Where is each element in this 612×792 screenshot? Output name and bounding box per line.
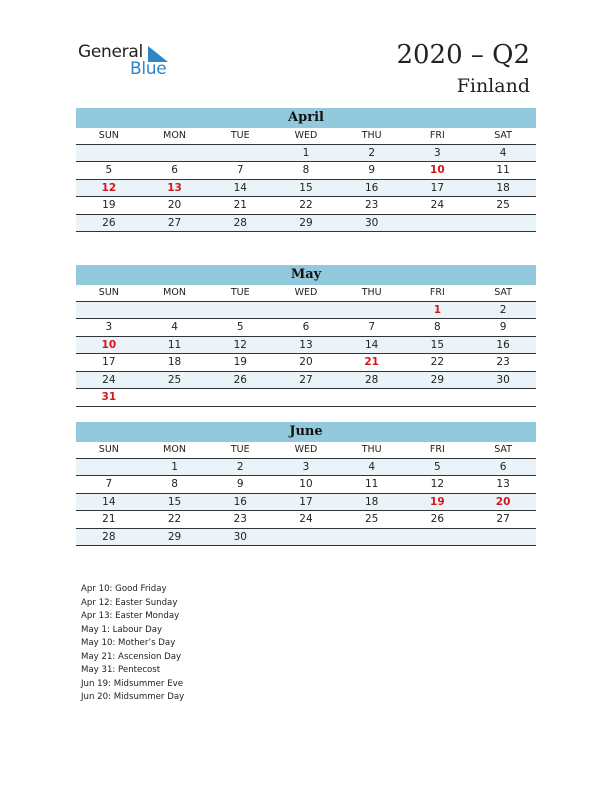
day-cell: 6 [470,458,536,476]
day-cell [76,144,142,162]
holiday-entry: Jun 19: Midsummer Eve [81,678,184,689]
day-cell: 17 [273,493,339,511]
weekday-header: FRI [405,285,471,301]
holiday-entry: Apr 12: Easter Sunday [81,597,178,608]
month-june [76,422,536,546]
brand-name-general: General [78,42,143,62]
day-cell: 18 [142,354,208,372]
day-cell: 24 [76,371,142,389]
day-cell: 31 [76,389,142,407]
day-cell: 22 [142,511,208,529]
day-cell: 28 [339,371,405,389]
day-cell: 10 [273,476,339,494]
holiday-entry: May 10: Mother’s Day [81,638,176,648]
day-cell [339,389,405,407]
day-cell: 28 [76,528,142,546]
day-cell: 11 [339,476,405,494]
day-cell [339,528,405,546]
day-cell [273,528,339,546]
day-cell: 10 [76,336,142,354]
day-cell: 6 [142,162,208,180]
week-row [76,493,536,511]
day-cell: 29 [405,371,471,389]
day-cell: 3 [76,319,142,337]
day-cell [470,528,536,546]
day-cell: 22 [405,354,471,372]
day-cell [142,144,208,162]
week-row [76,528,536,546]
day-cell: 13 [273,336,339,354]
day-cell: 15 [273,179,339,197]
day-cell: 7 [339,319,405,337]
month-name: June [76,422,536,442]
day-cell [142,389,208,407]
day-cell: 9 [470,319,536,337]
day-cell: 8 [142,476,208,494]
day-cell [470,389,536,407]
day-cell: 3 [405,144,471,162]
day-cell: 24 [273,511,339,529]
month-name: April [76,108,536,128]
holiday-entry: Apr 10: Good Friday [81,584,167,594]
week-row [76,354,536,372]
weekday-header: TUE [207,128,273,144]
day-cell [339,301,405,319]
day-cell: 29 [142,528,208,546]
day-cell: 1 [142,458,208,476]
weekday-header: SUN [76,442,142,458]
weekday-header: THU [339,128,405,144]
day-cell: 27 [142,214,208,232]
day-cell: 1 [273,144,339,162]
day-cell: 13 [142,179,208,197]
day-cell: 28 [207,214,273,232]
day-cell: 24 [405,197,471,215]
day-cell: 5 [207,319,273,337]
weekday-header: THU [339,285,405,301]
day-cell: 7 [207,162,273,180]
month-grid [76,442,536,546]
week-row [76,179,536,197]
holiday-entry: May 1: Labour Day [81,624,163,635]
week-row [76,389,536,407]
day-cell: 27 [273,371,339,389]
weekday-header: SAT [470,285,536,301]
day-cell [207,301,273,319]
day-cell [405,389,471,407]
week-row [76,458,536,476]
day-cell: 20 [142,197,208,215]
brand-logo [78,42,188,82]
day-cell: 9 [207,476,273,494]
day-cell: 17 [76,354,142,372]
month-april [76,108,536,232]
day-cell [207,389,273,407]
holiday-entry: Jun 20: Midsummer Day [81,692,185,702]
week-row [76,371,536,389]
week-row [76,197,536,215]
day-cell: 30 [470,371,536,389]
day-cell: 12 [207,336,273,354]
weekday-header: WED [273,442,339,458]
day-cell: 21 [207,197,273,215]
day-cell: 19 [76,197,142,215]
holiday-list [81,583,184,705]
day-cell: 8 [273,162,339,180]
weekday-header: WED [273,128,339,144]
day-cell: 12 [76,179,142,197]
weekday-header: MON [142,442,208,458]
day-cell: 4 [142,319,208,337]
day-cell [470,214,536,232]
month-grid [76,128,536,232]
day-cell: 4 [339,458,405,476]
day-cell: 25 [142,371,208,389]
day-cell: 23 [339,197,405,215]
weekday-header: WED [273,285,339,301]
day-cell [76,458,142,476]
weekday-header: MON [142,285,208,301]
weekday-header: FRI [405,128,471,144]
day-cell: 20 [470,493,536,511]
day-cell: 13 [470,476,536,494]
week-row [76,162,536,180]
month-grid [76,285,536,407]
holiday-entry: May 21: Ascension Day [81,651,182,662]
week-row [76,319,536,337]
country-subtitle: Finland [456,75,530,97]
day-cell: 18 [339,493,405,511]
day-cell: 15 [405,336,471,354]
day-cell [76,301,142,319]
weekday-header: THU [339,442,405,458]
page-title: 2020 – Q2 [396,40,530,70]
weekday-header: SAT [470,128,536,144]
weekday-header: SUN [76,285,142,301]
day-cell: 23 [207,511,273,529]
day-cell: 27 [470,511,536,529]
day-cell: 30 [339,214,405,232]
day-cell: 15 [142,493,208,511]
day-cell: 25 [339,511,405,529]
day-cell: 1 [405,301,471,319]
day-cell: 26 [207,371,273,389]
week-row [76,214,536,232]
weekday-header: TUE [207,285,273,301]
day-cell [273,389,339,407]
week-row [76,336,536,354]
day-cell: 2 [207,458,273,476]
day-cell: 2 [339,144,405,162]
day-cell: 20 [273,354,339,372]
day-cell: 12 [405,476,471,494]
day-cell: 14 [207,179,273,197]
day-cell: 19 [207,354,273,372]
day-cell: 8 [405,319,471,337]
day-cell: 14 [76,493,142,511]
day-cell: 23 [470,354,536,372]
day-cell [207,144,273,162]
day-cell: 26 [405,511,471,529]
day-cell: 14 [339,336,405,354]
day-cell: 16 [207,493,273,511]
week-row [76,476,536,494]
week-row [76,144,536,162]
day-cell: 30 [207,528,273,546]
day-cell: 25 [470,197,536,215]
week-row [76,301,536,319]
day-cell: 22 [273,197,339,215]
weekday-header: MON [142,128,208,144]
month-name: May [76,265,536,285]
day-cell [273,301,339,319]
holiday-entry: Apr 13: Easter Monday [81,611,180,621]
day-cell: 29 [273,214,339,232]
day-cell: 18 [470,179,536,197]
day-cell: 7 [76,476,142,494]
day-cell [142,301,208,319]
weekday-header: TUE [207,442,273,458]
day-cell: 9 [339,162,405,180]
day-cell: 5 [76,162,142,180]
day-cell: 17 [405,179,471,197]
day-cell: 5 [405,458,471,476]
day-cell: 4 [470,144,536,162]
month-may [76,265,536,407]
week-row [76,511,536,529]
day-cell: 26 [76,214,142,232]
day-cell: 19 [405,493,471,511]
day-cell: 11 [142,336,208,354]
day-cell: 2 [470,301,536,319]
weekday-header: SAT [470,442,536,458]
brand-name-blue: Blue [130,59,167,79]
day-cell [405,214,471,232]
holiday-entry: May 31: Pentecost [81,665,161,675]
day-cell [405,528,471,546]
day-cell: 6 [273,319,339,337]
day-cell: 21 [76,511,142,529]
weekday-header: SUN [76,128,142,144]
day-cell: 3 [273,458,339,476]
day-cell: 16 [339,179,405,197]
day-cell: 21 [339,354,405,372]
day-cell: 11 [470,162,536,180]
day-cell: 16 [470,336,536,354]
day-cell: 10 [405,162,471,180]
weekday-header: FRI [405,442,471,458]
